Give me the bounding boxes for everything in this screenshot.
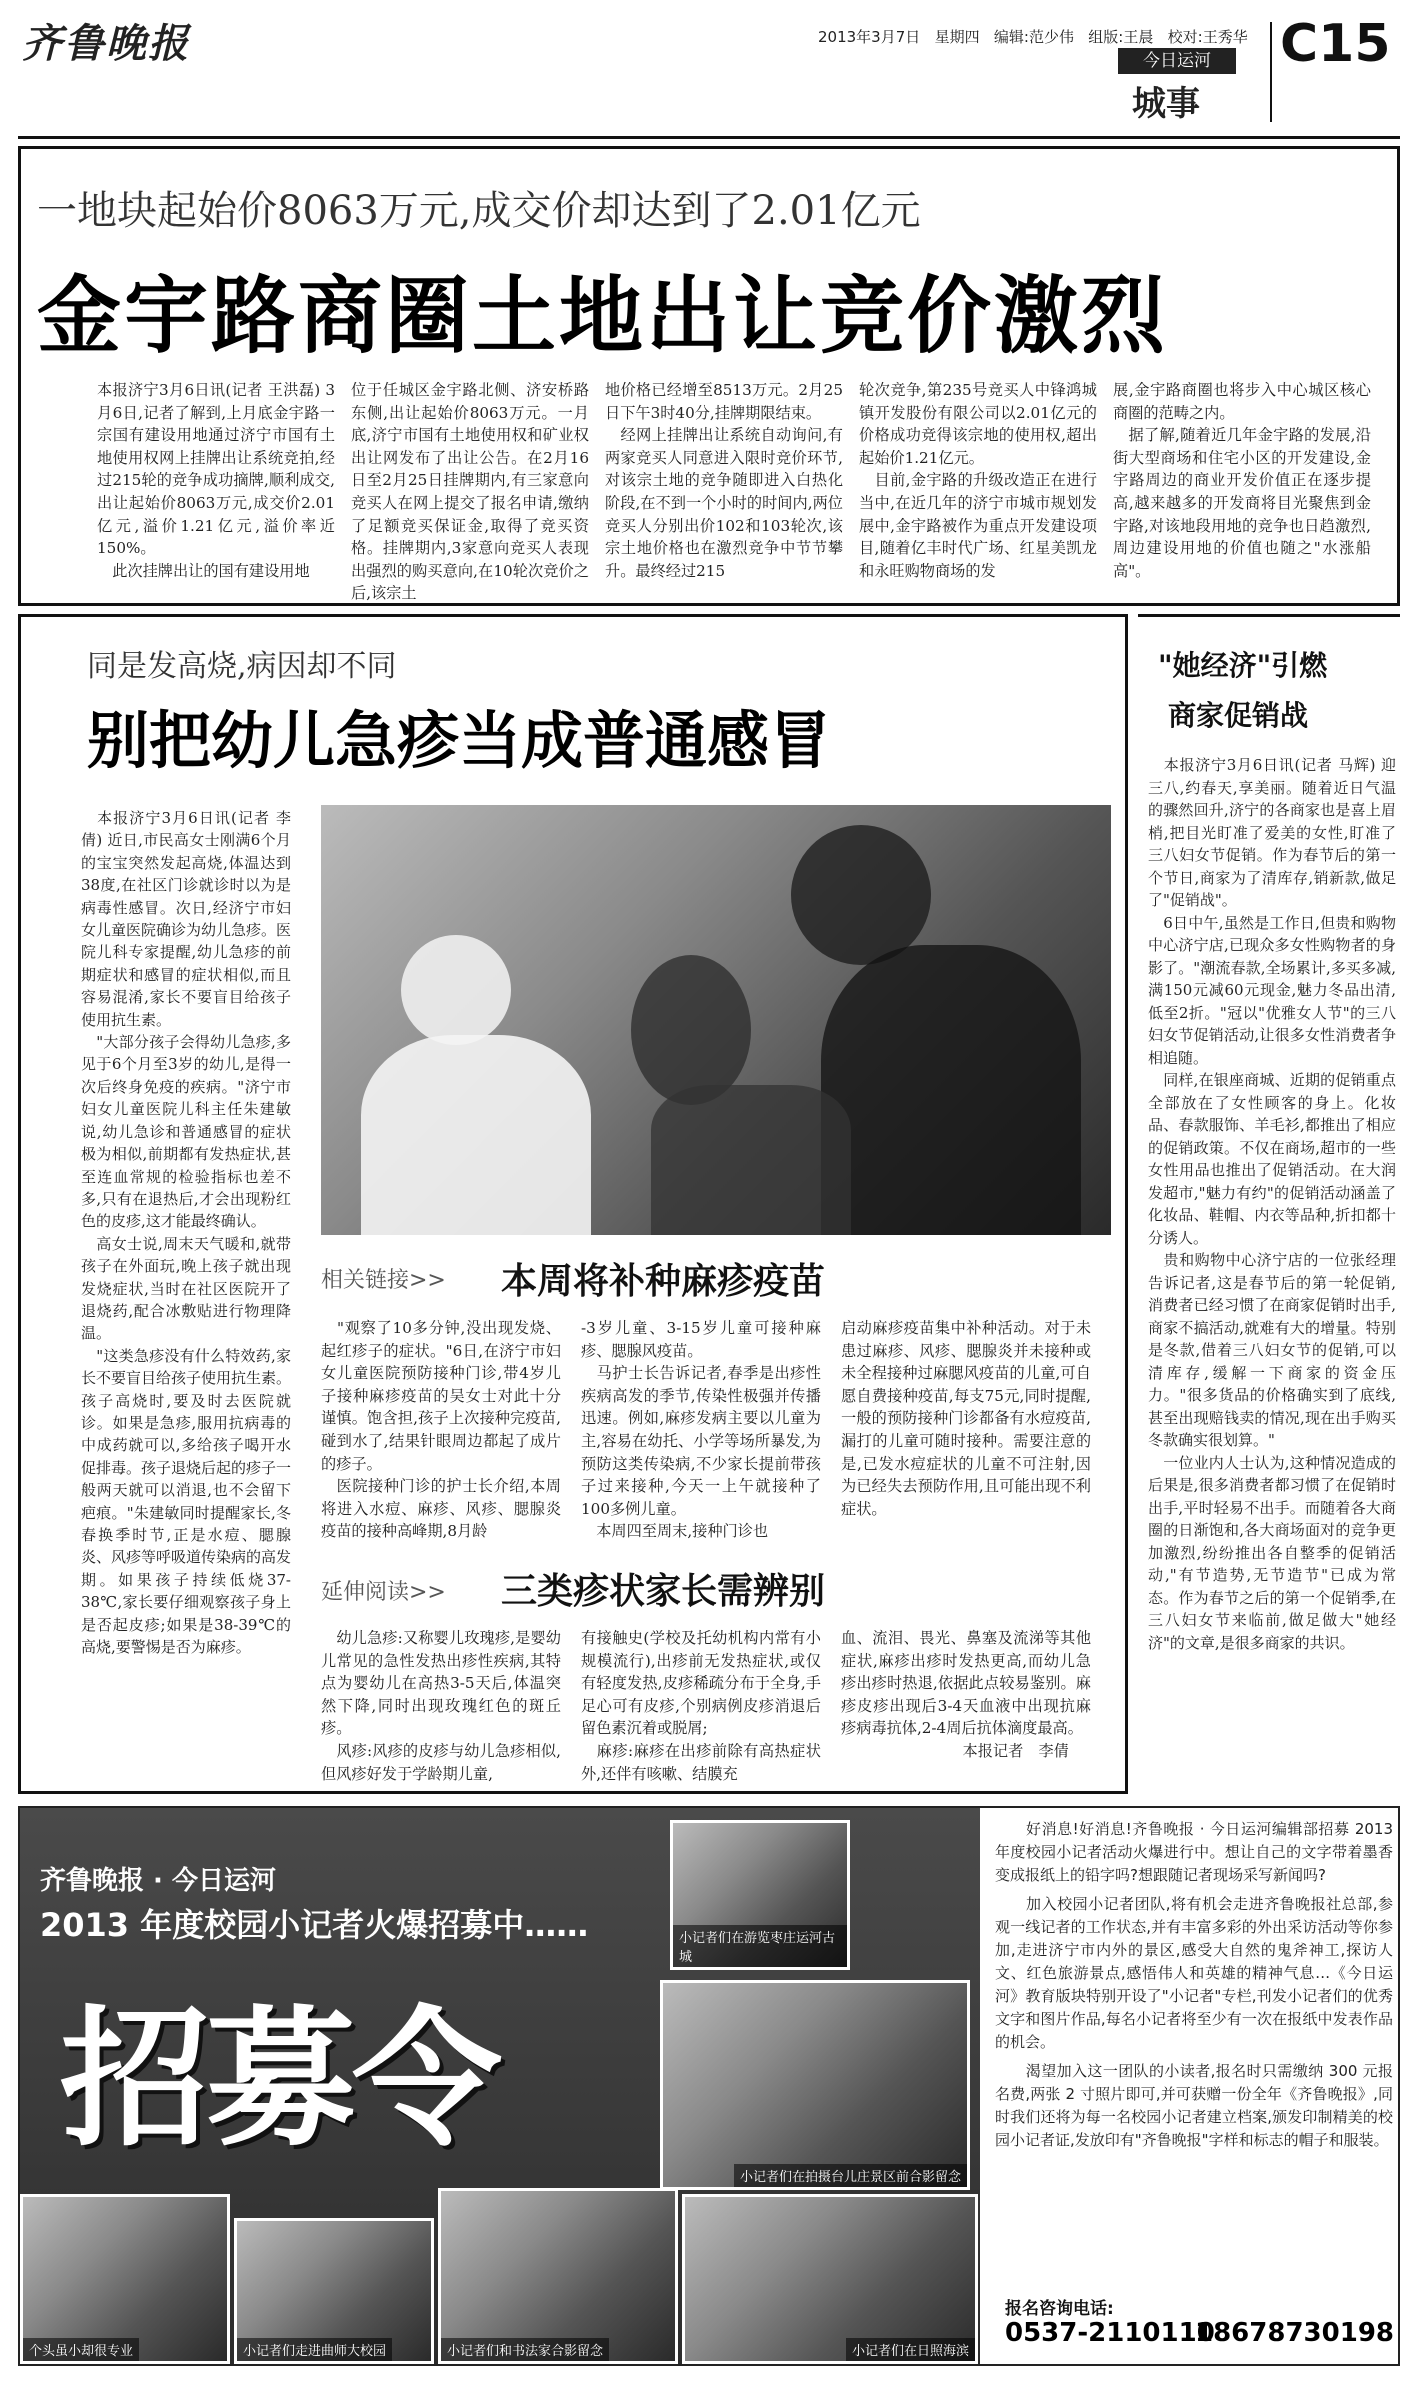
proof-credit: 校对:王秀华 bbox=[1167, 28, 1248, 46]
ad-big-word: 招募令 bbox=[60, 1993, 499, 2167]
link1-col-3: 启动麻疹疫苗集中补种活动。对于未患过麻疹、风疹、腮腺炎并未接种或未全程接种过麻腮风疫苗的儿童,可自愿自费接种疫苗,每支75元,同时提醒,一般的预防接种门诊都备有水痘疫苗,漏打的儿童可随时接种。需要注意的是,已发水痘症状的儿童不可注射,因为已经失去预防作用,且可能出现不利症状。 bbox=[841, 1319, 1091, 1518]
ad-caption-3: 个头虽小却很专业 bbox=[23, 2338, 139, 2361]
article-infant-rash bbox=[18, 614, 1128, 1794]
ad-headline: 2013 年度校园小记者火爆招募中…… bbox=[40, 1906, 589, 1944]
ad-photo-campus bbox=[234, 2218, 434, 2364]
extended-reading-tag: 延伸阅读>> bbox=[321, 1580, 446, 1605]
related-link-tag: 相关链接>> bbox=[321, 1268, 446, 1293]
ad-photo-seaside bbox=[682, 2194, 978, 2364]
article1-col-3: 地价格已经增至8513万元。2月25日下午3时40分,挂牌期限结束。 经网上挂牌出让系统自动询问,有两家竞买人同意进入限时竞价环节,对该宗土地的竞争随即进入白热化阶段,在不到一个小时的时间内,两位竞买人分别出价102和103轮次,该宗土地价格也在激烈竞争中节节攀升。最终经过215 bbox=[605, 381, 843, 580]
article2-subtitle: 同是发高烧,病因却不同 bbox=[87, 649, 397, 684]
ad-phone-1: 0537-2110110 bbox=[1005, 2318, 1215, 2348]
page-divider bbox=[1270, 22, 1272, 122]
sidebar-article bbox=[1138, 614, 1400, 1794]
masthead bbox=[0, 0, 1417, 130]
article1-subtitle: 一地块起始价8063万元,成交价却达到了2.01亿元 bbox=[37, 188, 921, 234]
extended-reading-title: 三类疹状家长需辨别 bbox=[501, 1571, 826, 1612]
article1-col-4: 轮次竞争,第235号竞买人中锋鸿城镇开发股份有限公司以2.01亿元的价格成功竞得该宗地的使用权,超出起始价1.21亿元。 目前,金宇路的升级改造正在进行当中,在近几年的济宁市城市规划发展中,金宇路被作为重点开发建设项目,随着亿丰时代广场、红星美凯龙和永旺购物商场的发 bbox=[859, 381, 1097, 580]
channel-badge: 今日运河 bbox=[1118, 48, 1236, 74]
ad-caption-4: 小记者们走进曲师大校园 bbox=[237, 2338, 392, 2361]
sidebar-top-rule bbox=[1138, 614, 1400, 617]
link2-col-3: 血、流泪、畏光、鼻塞及流涕等其他症状,麻疹出疹时发热更高,而幼儿急疹出疹时热退,依据此点较易鉴别。麻疹皮疹出现后3-4天血液中出现抗麻疹病毒抗体,2-4周后抗体滴度最高。 本报记者 李倩 bbox=[841, 1629, 1091, 1760]
related-link-title: 本周将补种麻疹疫苗 bbox=[501, 1261, 826, 1302]
issue-info bbox=[818, 26, 1248, 47]
page-number: C15 bbox=[1280, 14, 1391, 74]
ad-photo-taierzhuang bbox=[660, 1980, 970, 2190]
link2-col-1: 幼儿急疹:又称婴儿玫瑰疹,是婴幼儿常见的急性发热出疹性疾病,其特点为婴幼儿在高热3-5天后,体温突然下降,同时出现玫瑰红色的斑丘疹。 风疹:风疹的皮疹与幼儿急疹相似,但风疹好发于学龄期儿童, bbox=[321, 1629, 561, 1783]
article2-body: 本报济宁3月6日讯(记者 李倩) 近日,市民高女士刚满6个月的宝宝突然发起高烧,体温达到38度,在社区门诊就诊时以为是病毒性感冒。次日,经济宁市妇女儿童医院确诊为幼儿急疹。医院儿科专家提醒,幼儿急疹的前期症状和感冒的症状相似,而且容易混淆,家长不要盲目给孩子使用抗生素。 "大部分孩子会得幼儿急疹,多见于6个月至3岁的幼儿,是得一次后终身免疫的疾病。"济宁市妇女儿童医院儿科主任朱建敏说,幼儿急诊和普通感冒的症状极为相似,前期都有发热症状,甚至连血常规的检验指标也差不多,只有在退热后,才会出现粉红色的皮疹,这才能最终确认。 高女士说,周末天气暖和,就带孩子在外面玩,晚上孩子就出现发烧症状,当时在社区医院开了退烧药,配合冰敷贴进行物理降温。 "这类急疹没有什么特效药,家长不要盲目给孩子使用抗生素。孩子高烧时,要及时去医院就诊。如果是急疹,服用抗病毒的中成药就可以,多给孩子喝开水促排毒。孩子退烧后起的疹子一般两天就可以消退,也不会留下疤痕。"朱建敏同时提醒家长,冬春换季时节,正是水痘、腮腺炎、风疹等呼吸道传染病的高发期。如果孩子持续低烧37-38℃,家长要仔细观察孩子身上是否起皮疹;如果是38-39℃的高烧,要警惕是否为麻疹。 bbox=[81, 809, 292, 1657]
clinic-vaccination-photo bbox=[321, 805, 1111, 1235]
ad-text-panel bbox=[995, 1818, 1398, 2358]
ad-caption-5: 小记者们和书法家合影留念 bbox=[441, 2338, 609, 2361]
link2-col-2: 有接触史(学校及托幼机构内常有小规模流行),出疹前无发热症状,或仅有轻度发热,皮疹稀疏分布于全身,手足心可有皮疹,个别病例皮疹消退后留色素沉着或脱屑; 麻疹:麻疹在出疹前除有高热症状外,还伴有咳嗽、结膜充 bbox=[581, 1629, 821, 1783]
newspaper-logo: 齐鲁晚报 bbox=[22, 20, 190, 67]
ad-phone-2: 18678730198 bbox=[1195, 2318, 1394, 2348]
editor-credit: 编辑:范少伟 bbox=[993, 28, 1074, 46]
ad-paragraph-2: 加入校园小记者团队,将有机会走进齐鲁晚报社总部,参观一线记者的工作状态,并有丰富多彩的外出采访活动等你参加,走进济宁市内外的景区,感受大自然的鬼斧神工,探访人文、红色旅游景点,感悟伟人和英雄的精神气息…《今日运河》教育版块特别开设了"小记者"专栏,刊发小记者们的优秀文字和图片作品,每名小记者将至少有一次在报纸中发表作品的机会。 bbox=[995, 1895, 1393, 2051]
ad-photo-grand-canal bbox=[670, 1820, 850, 1970]
ad-graphic-panel bbox=[20, 1808, 980, 2364]
ad-photo-calligrapher bbox=[438, 2188, 678, 2364]
link1-col-1: "观察了10多分钟,没出现发烧、起红疹子的症状。"6日,在济宁市妇女儿童医院预防接种门诊,带4岁儿子接种麻疹疫苗的吴女士对此十分谨慎。饱含担,孩子上次接种完疫苗,碰到水了,结果针眼周边都起了成片的疹子。 医院接种门诊的护士长介绍,本周将进入水痘、麻疹、风疹、腮腺炎疫苗的接种高峰期,8月龄 bbox=[321, 1319, 561, 1541]
article1-col-1: 本报济宁3月6日讯(记者 王洪磊) 3月6日,记者了解到,上月底金宇路一宗国有建设用地通过济宁市国有土地使用权网上挂牌出让系统竞拍,经过215轮的竞争成功摘牌,顺利成交,出让起始价8063万元,成交价2.01亿元,溢价1.21亿元,溢价率近150%。 此次挂牌出让的国有建设用地 bbox=[97, 381, 335, 580]
sidebar-title-line1: "她经济"引燃 bbox=[1158, 649, 1328, 682]
article2-title: 别把幼儿急疹当成普通感冒 bbox=[87, 704, 832, 777]
issue-weekday: 星期四 bbox=[934, 28, 980, 46]
masthead-rule bbox=[18, 136, 1400, 139]
section-name: 城事 bbox=[1132, 84, 1200, 124]
article-land-auction bbox=[18, 146, 1400, 606]
ad-caption-6: 小记者们在日照海滨 bbox=[846, 2338, 975, 2361]
ad-photo-camera bbox=[20, 2194, 230, 2364]
ad-paragraph-1: 好消息!好消息!齐鲁晚报 · 今日运河编辑部招募 2013 年度校园小记者活动火爆进行中。想让自己的文字带着墨香变成报纸上的铅字吗?想跟随记者现场采写新闻吗? bbox=[995, 1820, 1398, 1884]
article1-col-2: 位于任城区金宇路北侧、济安桥路东侧,出让起始价8063万元。一月底,济宁市国有土地使用权和矿业权出让网发布了出让公告。在2月16日至2月25日挂牌期内,有三家意向竞买人在网上提交了报名申请,缴纳了足额竞买保证金,取得了竞买资格。挂牌期内,3家意向竞买人表现出强烈的购买意向,在10轮次竞价之后,该宗土 bbox=[351, 381, 589, 603]
ad-caption-2: 小记者们在拍摄台儿庄景区前合影留念 bbox=[734, 2164, 967, 2187]
ad-hotline-label: 报名咨询电话: bbox=[1005, 2299, 1114, 2319]
article1-title: 金宇路商圈土地出让竞价激烈 bbox=[37, 267, 1169, 365]
layout-credit: 组版:王晨 bbox=[1088, 28, 1154, 46]
link1-col-2: -3岁儿童、3-15岁儿童可接种麻疹、腮腺风疫苗。 马护士长告诉记者,春季是出疹性疾病高发的季节,传染性极强并传播迅速。例如,麻疹发病主要以儿童为主,容易在幼托、小学等场所暴发,为预防这类传染病,不少家长提前带孩子过来接种,今天一上午就接种了100多例儿童。 本周四至周末,接种门诊也 bbox=[581, 1319, 821, 1541]
ad-caption-1: 小记者们在游览枣庄运河古城 bbox=[673, 1925, 847, 1967]
ad-brand: 齐鲁晚报 · 今日运河 bbox=[40, 1866, 276, 1896]
ad-paragraph-3: 渴望加入这一团队的小读者,报名时只需缴纳 300 元报名费,两张 2 寸照片即可,并可获赠一份全年《齐鲁晚报》,同时我们还将为每一名校园小记者建立档案,颁发印制精美的校园小记者证,发放印有"齐鲁晚报"字样和标志的帽子和服装。 bbox=[995, 2062, 1393, 2149]
issue-date: 2013年3月7日 bbox=[818, 28, 921, 46]
sidebar-title-line2: 商家促销战 bbox=[1168, 699, 1309, 732]
article1-col-5: 展,金宇路商圈也将步入中心城区核心商圈的范畴之内。 据了解,随着近几年金宇路的发展,沿街大型商场和住宅小区的开发建设,金宇路周边的商业开发价值正在逐步提高,越来越多的开发商将目光聚焦到金宇路,对该地段用地的竞争也日趋激烈,周边建设用地的价值也随之"水涨船高"。 bbox=[1113, 381, 1371, 580]
sidebar-body: 本报济宁3月6日讯(记者 马辉) 迎三八,约春天,享美丽。随着近日气温的骤然回升,济宁的各商家也是喜上眉梢,把目光盯准了爱美的女性,盯准了三八妇女节促销。作为春节后的第一个节日,商家为了清库存,销新款,做足了"促销战"。 6日中午,虽然是工作日,但贵和购物中心济宁店,已现众多女性购物者的身影了。"潮流春款,全场累计,多买多减,满150元减60元现金,魅力冬品出清,低至2折。"冠以"优雅女人节"的三八妇女节促销活动,让很多女性消费者争相追随。 同样,在银座商城、近期的促销重点全部放在了女性顾客的身上。化妆品、春款服饰、羊毛衫,都推出了相应的促销政策。不仅在商场,超市的一些女性用品也推出了促销活动。在大润发超市,"魅力有约"的促销活动涵盖了化妆品、鞋帽、内衣等品种,折扣都十分诱人。 贵和购物中心济宁店的一位张经理告诉记者,这是春节后的第一轮促销,消费者已经习惯了在商家促销时出手,商家不搞活动,就难有大的增量。特别是冬款,借着三八妇女节的促销,可以清库存,缓解一下商家的资金压力。"很多货品的价格确实到了底线,甚至出现赔钱卖的情况,现在出手购买冬款确实很划算。" 一位业内人士认为,这种情况造成的后果是,很多消费者都习惯了在促销时出手,平时轻易不出手。而随着各大商圈的日渐饱和,各大商场面对的竞争更加激烈,纷纷推出各自整季的促销活动,"有节造势,无节造节"已成为常态。作为春节之后的第一个促销季,在三八妇女节来临前,做足做大"她经济"的文章,是很多商家的共识。 bbox=[1148, 756, 1396, 1652]
recruitment-ad bbox=[18, 1806, 1400, 2366]
